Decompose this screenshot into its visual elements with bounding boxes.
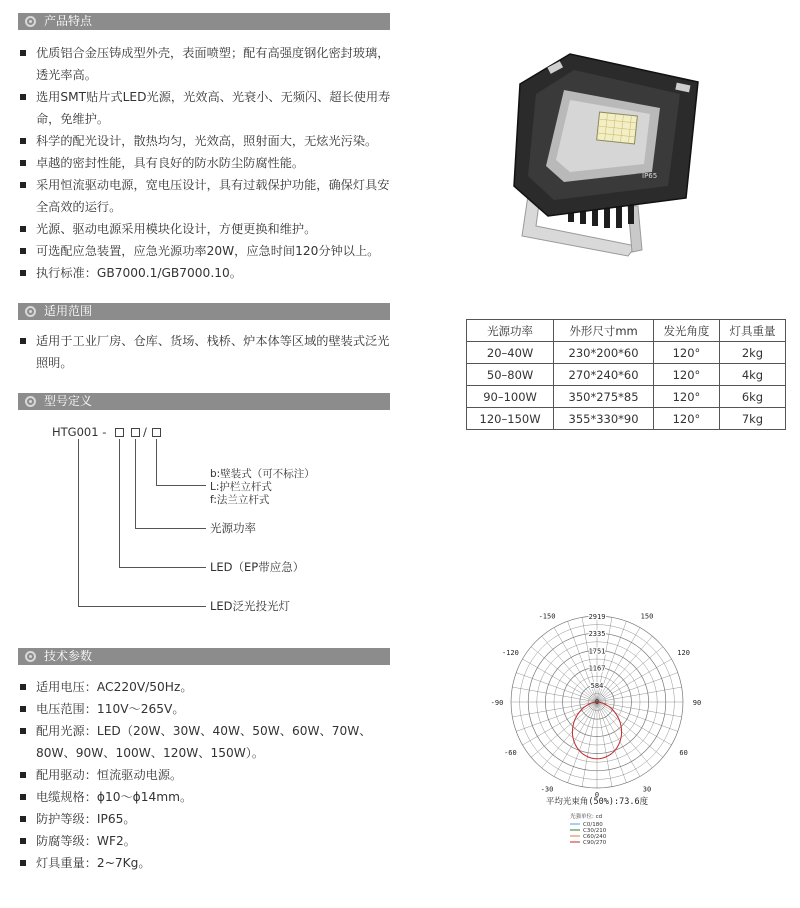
scope-list bbox=[20, 330, 392, 374]
legend-title: 光强单位: cd bbox=[570, 814, 603, 820]
cell-size: 230*200*60 bbox=[554, 342, 654, 364]
connector-line bbox=[119, 567, 206, 568]
section-bullet-icon bbox=[25, 651, 36, 662]
cell-power: 120–150W bbox=[467, 408, 554, 430]
floodlight-product-image bbox=[508, 46, 714, 258]
features-list bbox=[20, 42, 392, 284]
connector-line bbox=[78, 439, 79, 606]
tech-param-item: 电压范围：110V～265V。 bbox=[20, 698, 392, 720]
led-label: LED（EP带应急） bbox=[210, 560, 305, 574]
cell-weight: 7kg bbox=[719, 408, 785, 430]
header-weight: 灯具重量 bbox=[719, 320, 785, 342]
cell-power: 50–80W bbox=[467, 364, 554, 386]
cell-size: 350*275*85 bbox=[554, 386, 654, 408]
table-header-row bbox=[467, 320, 786, 342]
tech-param-item: 配用光源：LED（20W、30W、40W、50W、60W、70W、80W、90W、100W、120W、150W）。 bbox=[20, 720, 392, 764]
tech-param-item: 适用电压：AC220V/50Hz。 bbox=[20, 676, 392, 698]
header-power: 光源功率 bbox=[467, 320, 554, 342]
mount-option: f:法兰立杆式 bbox=[210, 494, 270, 506]
section-title: 适用范围 bbox=[44, 304, 93, 318]
radial-tick-label: 1167 bbox=[588, 664, 606, 673]
section-title: 型号定义 bbox=[44, 394, 93, 408]
tech-param-item: 灯具重量：2~7Kg。 bbox=[20, 852, 392, 874]
ip65-marking: IP65 bbox=[642, 172, 658, 180]
cell-weight: 4kg bbox=[719, 364, 785, 386]
tech-param-item: 电缆规格：ϕ10～ϕ14mm。 bbox=[20, 786, 392, 808]
header-angle: 发光角度 bbox=[653, 320, 719, 342]
feature-item: 科学的配光设计，散热均匀，光效高，照射面大，无炫光污染。 bbox=[20, 130, 392, 152]
legend-entry: C0/180 bbox=[583, 822, 603, 828]
tech-param-item: 防护等级：IP65。 bbox=[20, 808, 392, 830]
feature-item: 采用恒流驱动电源，宽电压设计，具有过载保护功能，确保灯具安全高效的运行。 bbox=[20, 174, 392, 218]
angle-label-left: -30 bbox=[540, 785, 554, 794]
light-distribution-chart bbox=[492, 610, 702, 850]
table-row bbox=[467, 408, 786, 430]
table-row bbox=[467, 342, 786, 364]
code-box-power bbox=[131, 428, 140, 437]
angle-label-right: 30 bbox=[642, 785, 652, 794]
scope-item: 适用于工业厂房、仓库、货场、栈桥、炉本体等区域的壁装式泛光照明。 bbox=[20, 330, 392, 374]
tech-param-item: 配用驱动：恒流驱动电源。 bbox=[20, 764, 392, 786]
angle-label-right: 90 bbox=[692, 699, 702, 707]
radial-tick-label: 2335 bbox=[588, 630, 606, 639]
spec-table bbox=[466, 319, 786, 430]
tech-param-item: 防腐等级：WF2。 bbox=[20, 830, 392, 852]
radial-tick-label: 584 bbox=[590, 681, 604, 690]
cell-power: 90–100W bbox=[467, 386, 554, 408]
cell-weight: 6kg bbox=[719, 386, 785, 408]
feature-item: 可选配应急装置，应急光源功率20W，应急时间120分钟以上。 bbox=[20, 240, 392, 262]
angle-label-left: -60 bbox=[504, 749, 517, 757]
feature-item: 优质铝合金压铸成型外壳，表面喷塑；配有高强度钢化密封玻璃，透光率高。 bbox=[20, 42, 392, 86]
section-bar-tech bbox=[18, 648, 390, 665]
feature-item: 光源、驱动电源采用模块化设计，方便更换和维护。 bbox=[20, 218, 392, 240]
cell-angle: 120° bbox=[653, 386, 719, 408]
code-box-led bbox=[115, 428, 124, 437]
code-box-mount bbox=[152, 428, 161, 437]
connector-line bbox=[156, 485, 206, 486]
feature-item: 选用SMT贴片式LED光源，光效高、光衰小、无频闪、超长使用寿命，免维护。 bbox=[20, 86, 392, 130]
model-prefix: HTG001 - bbox=[52, 425, 107, 439]
section-bullet-icon bbox=[25, 16, 36, 27]
radial-tick-label: 2919 bbox=[588, 613, 606, 621]
model-slash: / bbox=[143, 425, 147, 439]
table-row bbox=[467, 364, 786, 386]
angle-label-right: 60 bbox=[679, 749, 688, 757]
cell-weight: 2kg bbox=[719, 342, 785, 364]
cell-angle: 120° bbox=[653, 408, 719, 430]
legend-entry: C30/210 bbox=[583, 828, 607, 834]
beam-angle-caption: 平均光束角(50%):73.6度 bbox=[545, 797, 649, 807]
angle-label-right: 120 bbox=[677, 649, 690, 657]
section-title: 技术参数 bbox=[44, 649, 93, 663]
angle-label-left: -120 bbox=[501, 649, 519, 657]
angle-label-left: -90 bbox=[490, 699, 504, 707]
section-bullet-icon bbox=[25, 306, 36, 317]
polar-chart-svg bbox=[492, 610, 702, 850]
feature-item: 卓越的密封性能，具有良好的防水防尘防腐性能。 bbox=[20, 152, 392, 174]
section-bar-features bbox=[18, 13, 390, 30]
angle-label-right: 150 bbox=[640, 612, 654, 621]
legend-entry: C90/270 bbox=[583, 840, 607, 846]
section-bar-model bbox=[18, 393, 390, 410]
connector-line bbox=[135, 439, 136, 528]
mount-option: b:壁装式（可不标注） bbox=[210, 468, 315, 480]
center-label: 0 bbox=[594, 698, 600, 706]
connector-line bbox=[135, 528, 206, 529]
angle-label-bottom: 0 bbox=[594, 791, 600, 799]
section-bullet-icon bbox=[25, 396, 36, 407]
legend-entry: C60/240 bbox=[583, 834, 607, 840]
section-bar-scope bbox=[18, 303, 390, 320]
tech-params-list bbox=[20, 676, 392, 874]
connector-line bbox=[78, 606, 206, 607]
header-size: 外形尺寸mm bbox=[554, 320, 654, 342]
cell-angle: 120° bbox=[653, 364, 719, 386]
angle-label-left: -150 bbox=[538, 612, 556, 621]
feature-item: 执行标准：GB7000.1/GB7000.10。 bbox=[20, 262, 392, 284]
cell-size: 270*240*60 bbox=[554, 364, 654, 386]
table-row bbox=[467, 386, 786, 408]
connector-line bbox=[119, 439, 120, 567]
connector-line bbox=[156, 439, 157, 485]
mount-option: L:护栏立杆式 bbox=[210, 481, 272, 493]
cell-angle: 120° bbox=[653, 342, 719, 364]
power-label: 光源功率 bbox=[210, 521, 256, 535]
product-label: LED泛光投光灯 bbox=[210, 599, 291, 613]
section-title: 产品特点 bbox=[44, 14, 93, 28]
cell-power: 20–40W bbox=[467, 342, 554, 364]
cell-size: 355*330*90 bbox=[554, 408, 654, 430]
radial-tick-label: 1751 bbox=[588, 647, 606, 656]
